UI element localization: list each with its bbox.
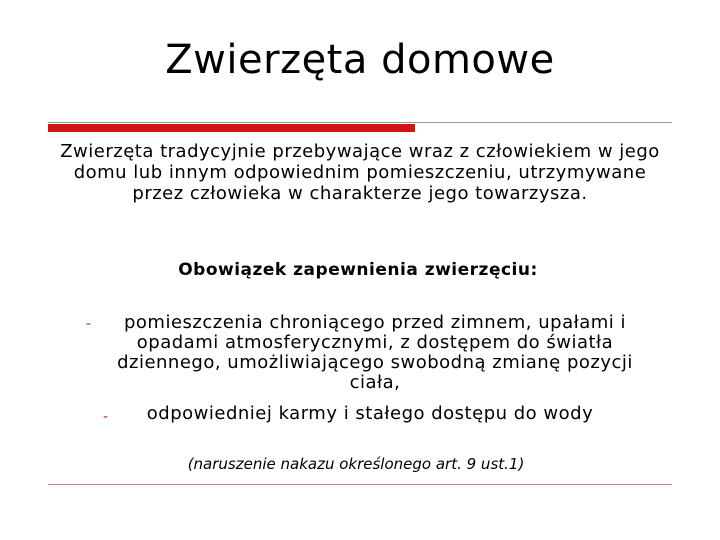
duty-heading: Obowiązek zapewnienia zwierzęciu:	[178, 260, 538, 280]
list-item-food-water: odpowiedniej karmy i stałego dostępu do wody	[146, 403, 594, 424]
title-accent-bar	[48, 124, 415, 132]
list-bullet: -	[103, 409, 109, 425]
footer-divider-line	[48, 484, 672, 485]
title-divider-line	[48, 122, 672, 123]
list-bullet: -	[86, 316, 92, 332]
definition-text: Zwierzęta tradycyjnie przebywające wraz z człowiekiem w jego domu lub innym odpowiednim pomieszczeniu, utrzymywane przez człowieka w charakterze jego towarzysza.	[60, 141, 660, 204]
slide-title: Zwierzęta domowe	[165, 37, 555, 83]
legal-note: (naruszenie nakazu określonego art. 9 ust.1)	[187, 455, 525, 473]
list-item-shelter: pomieszczenia chroniącego przed zimnem, upałami i opadami atmosferycznymi, z dostępem do światła dziennego, umożliwiającego swobodną zmianę pozycji ciała,	[117, 312, 633, 393]
